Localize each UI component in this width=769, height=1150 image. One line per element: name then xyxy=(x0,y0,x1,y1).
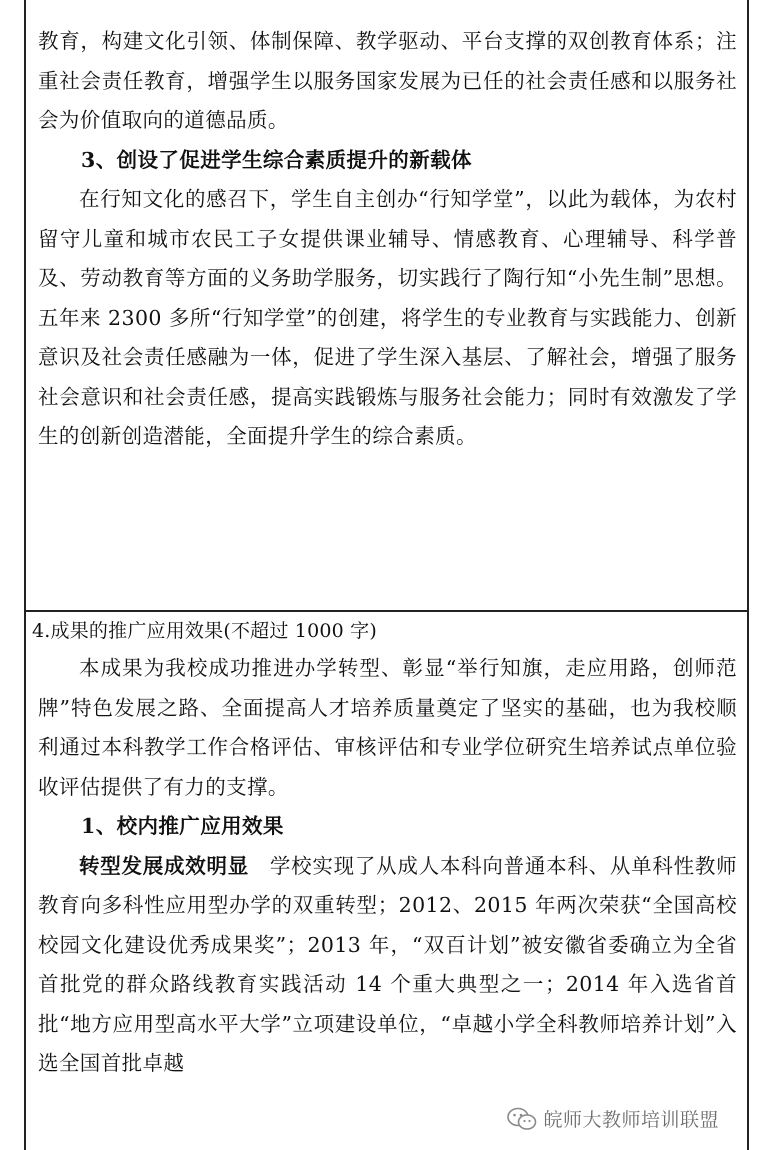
watermark-text: 皖师大教师培训联盟 xyxy=(543,1109,719,1131)
item-title: 转型发展成效明显 xyxy=(79,853,249,878)
paragraph-continued: 教育，构建文化引领、体制保障、教学驱动、平台支撑的双创教育体系；注重社会责任教育，增强学生以服务国家发展为已任的社会责任感和以服务社会为价值取向的道德品质。 xyxy=(38,29,737,132)
paragraph-intro: 本成果为我校成功推进办学转型、彰显“举行知旗，走应用路，创师范牌”特色发展之路、全面提高人才培养质量奠定了坚实的基础，也为我校顺利通过本科教学工作合格评估、审核评估和专业学位研究生培养试点单位验收评估提供了有力的支撑。 xyxy=(38,656,737,799)
section-4-content xyxy=(32,615,737,647)
wechat-icon xyxy=(507,1106,537,1132)
section-4-body xyxy=(38,649,737,1084)
table-cell-section-3 xyxy=(24,0,749,612)
paragraph-xingzhi: 在行知文化的感召下，学生自主创办“行知学堂”，以此为载体，为农村留守儿童和城市农民工子女提供课业辅导、情感教育、心理辅导、科学普及、劳动教育等方面的义务助学服务，切实践行了陶行知“小先生制”思想。五年来 2300 多所“行知学堂”的创建，将学生的专业教育与实践能力、创新意识及社会责任感融为一体，促进了学生深入基层、了解社会，增强了服务社会意识和社会责任感，提高实践锻炼与服务社会能力；同时有效激发了学生的创新创造潜能，全面提升学生的综合素质。 xyxy=(38,187,737,448)
section-3-content xyxy=(38,22,737,457)
section-heading: 3、创设了促进学生综合素质提升的新载体 xyxy=(81,147,472,172)
sub-heading: 1、校内推广应用效果 xyxy=(81,814,284,838)
section-title: 4.成果的推广应用效果(不超过 1000 字) xyxy=(32,620,377,642)
paragraph-transition xyxy=(38,847,737,1084)
table-cell-section-4 xyxy=(24,610,749,1150)
watermark xyxy=(503,1103,725,1134)
item-text: 学校实现了从成人本科向普通本科、从单科性教师教育向多科性应用型办学的双重转型；2012、2015 年两次荣获“全国高校校园文化建设优秀成果奖”；2013 年，“双百计划”被安徽省委确立为全省首批党的群众路线教育实践活动 14 个重大典型之一；2014 年入选省首批“地方应用型高水平大学”立项建设单位，“卓越小学全科教师培养计划”入选全国首批卓越 xyxy=(38,853,737,1075)
